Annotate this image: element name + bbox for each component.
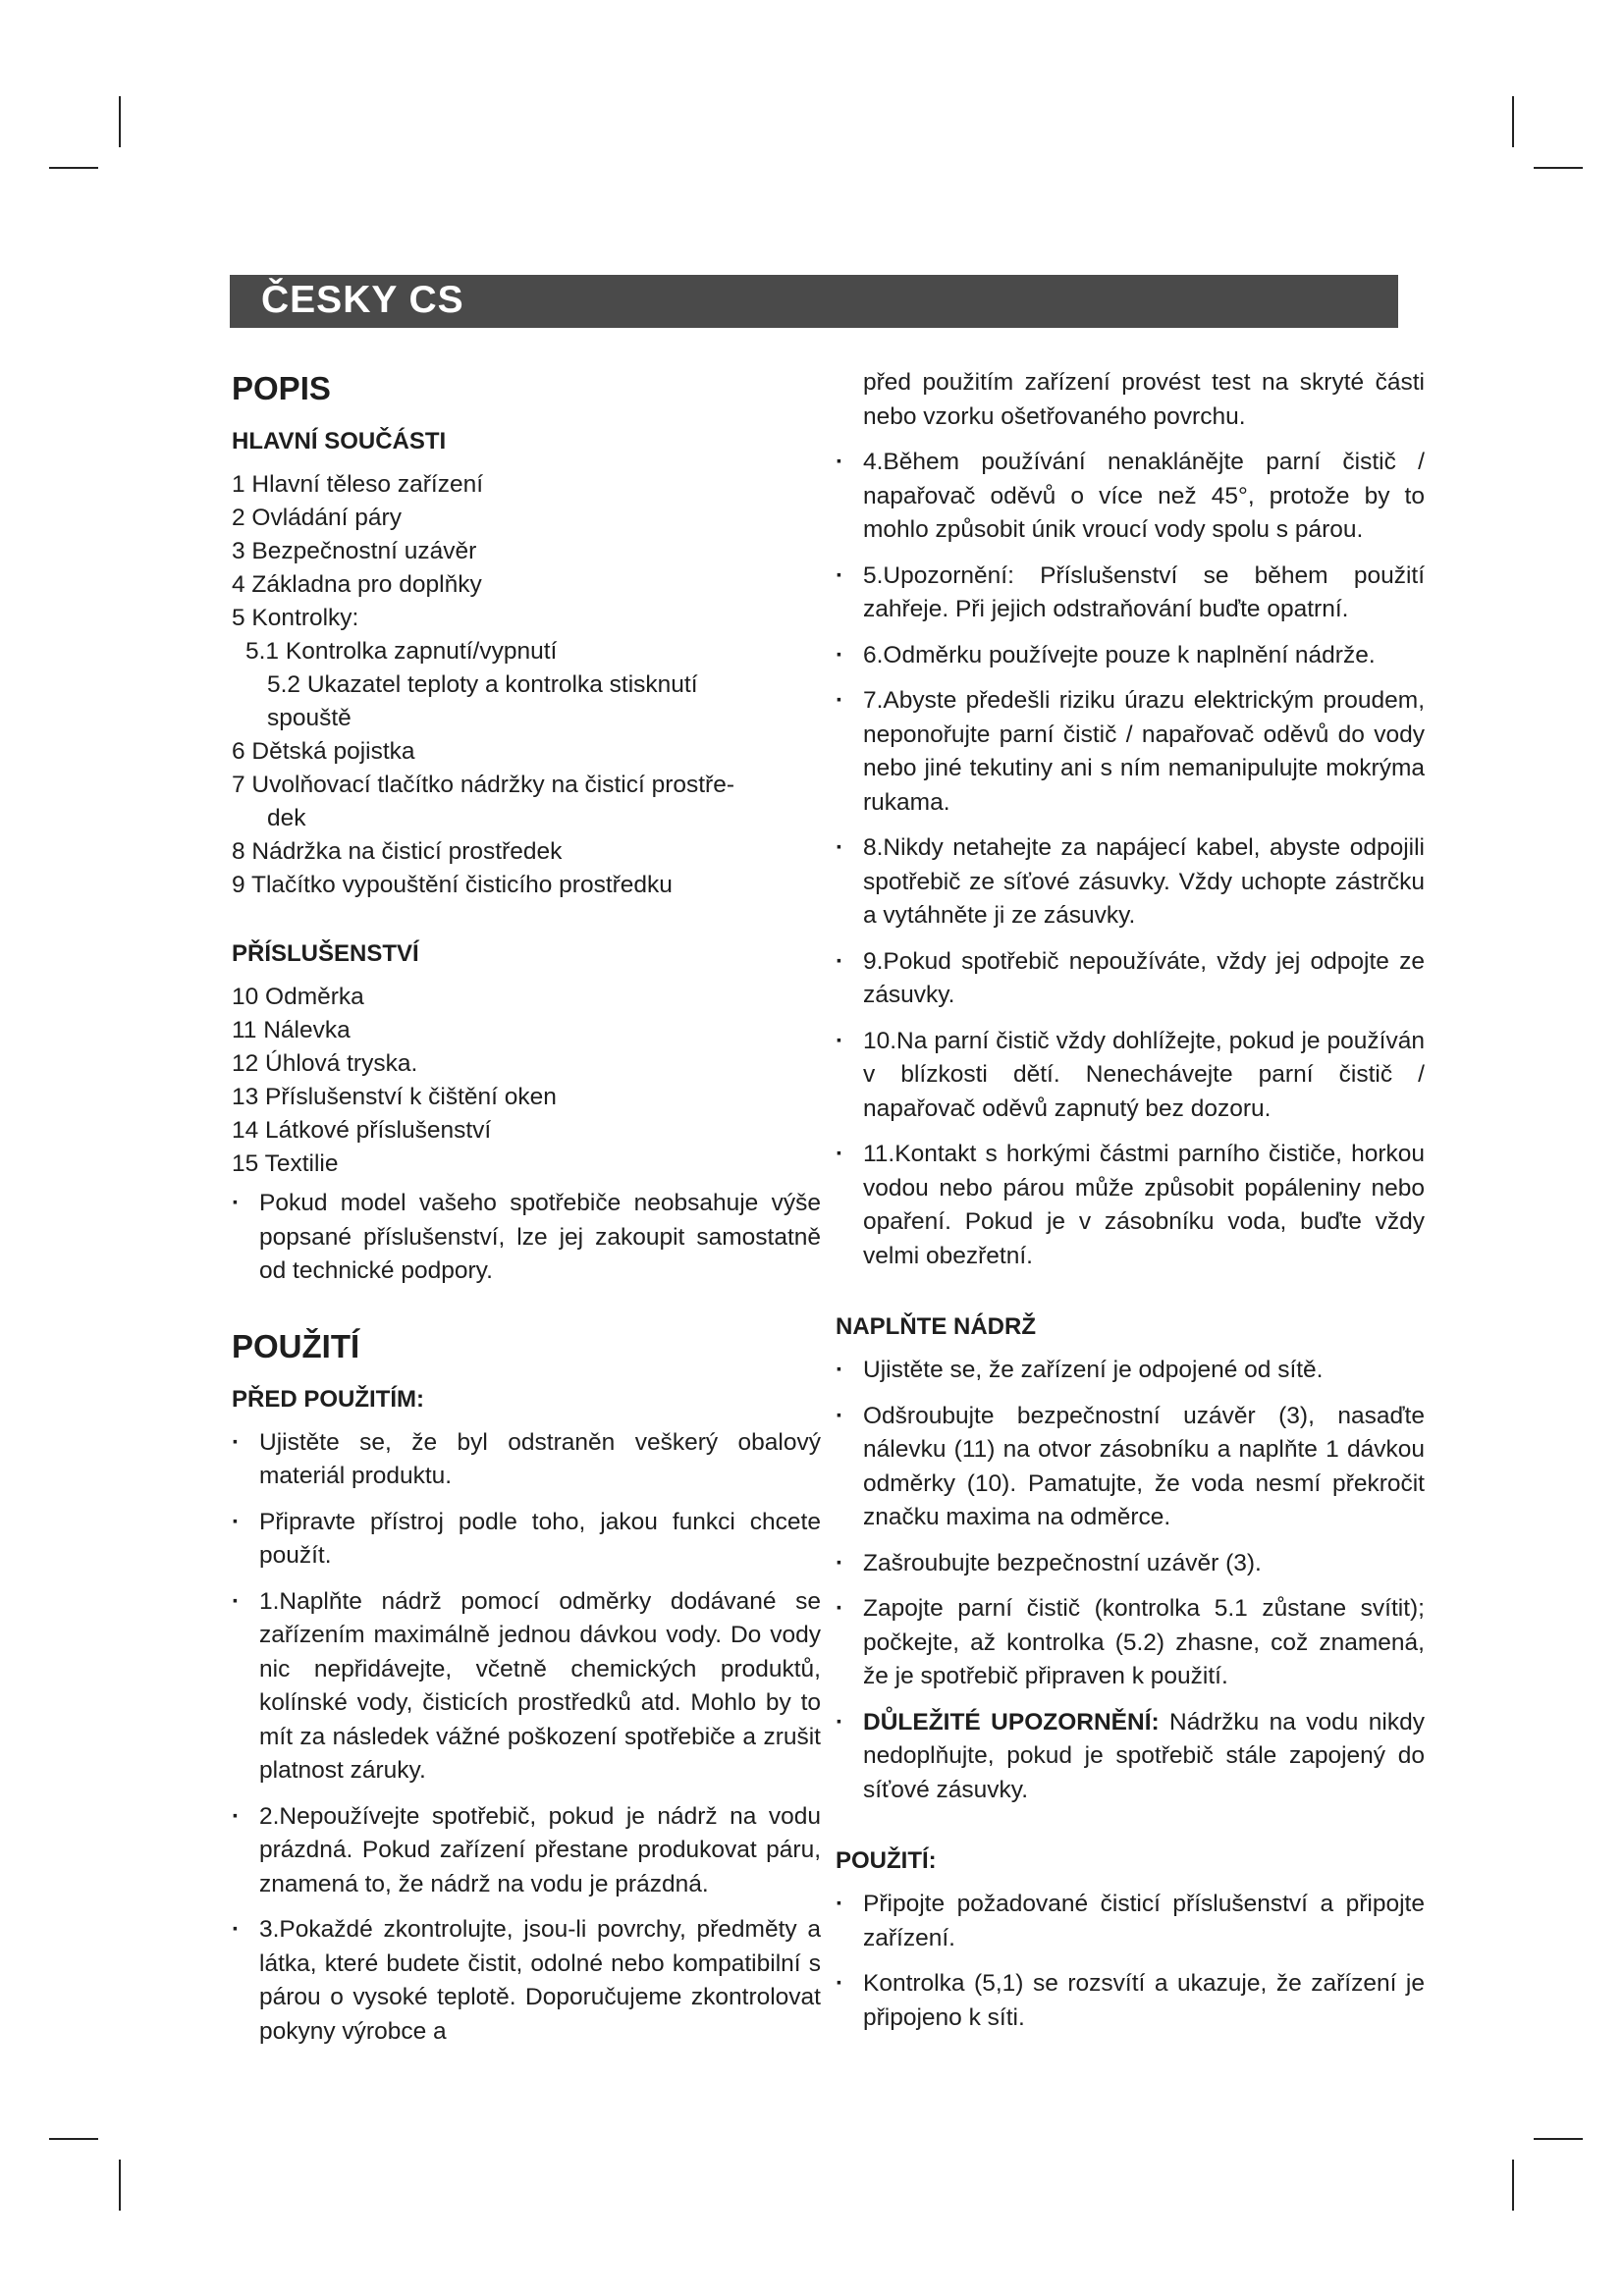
list-item: 12 Úhlová tryska. (232, 1050, 418, 1077)
language-banner (230, 275, 1398, 328)
crop-mark (1534, 167, 1583, 169)
before-use-heading: PŘED POUŽITÍM: (232, 1385, 424, 1413)
crop-mark (1534, 2138, 1583, 2140)
important-text: Nádržku na vodu nikdy nedoplňujte, pokud je spotřebič stále zapojený do síťové zásuvky. (863, 1708, 1425, 1803)
before-use-item: · 2.Nepoužívejte spotřebič, pokud je nádrž na vodu prázdná. Pokud zařízení přestane produkovat páru, znamená to, že nádrž na vodu je prázdná. (232, 1800, 821, 1902)
section-title-use: POUŽITÍ (232, 1327, 360, 1364)
list-item: 6 Dětská pojistka (232, 738, 415, 765)
crop-mark (119, 96, 121, 147)
list-item: 15 Textilie (232, 1150, 339, 1177)
warning-item: · 10.Na parní čistič vždy dohlížejte, pokud je používán v blízkosti dětí. Nenechávejte parní čistič / napařovač oděvů zapnutý bez dozoru. (836, 1025, 1425, 1127)
list-item: 13 Příslušenství k čištění oken (232, 1084, 557, 1110)
important-label: DŮLEŽITÉ UPOZORNĚNÍ: (863, 1708, 1160, 1735)
warning-item: · 4.Během používání nenaklánějte parní čistič / napařovač oděvů o více než 45°, protože by to mohlo způsobit únik vroucí vody spolu s párou. (836, 446, 1425, 548)
accessories-list (232, 981, 821, 1181)
list-item: 4 Základna pro doplňky (232, 571, 482, 598)
list-item: 2 Ovládání páry (232, 505, 402, 531)
list-item: 3 Bezpečnostní uzávěr (232, 538, 477, 564)
warning-item: · 7.Abyste předešli riziku úrazu elektrickým proudem, neponořujte parní čistič / napařovač oděvů do vody nebo jiné tekutiny ani s ním nemanipulujte mokrýma rukama. (836, 684, 1425, 820)
main-parts-list (232, 468, 821, 902)
main-parts-heading: HLAVNÍ SOUČÁSTI (232, 428, 447, 454)
list-item: 9 Tlačítko vypouštění čisticího prostředku (232, 872, 673, 898)
use-step: · Připojte požadované čisticí příslušenství a připojte zařízení. (836, 1888, 1425, 1955)
before-use-item: · 3.Pokaždé zkontrolujte, jsou-li povrchy, předměty a látka, které budete čistit, odolné nebo kompatibilní s párou o vysoké teplotě. Doporučujeme zkontrolovat pokyny výrobce a (232, 1913, 821, 2049)
list-item: 11 Nálevka (232, 1017, 351, 1043)
list-item: 10 Odměrka (232, 984, 364, 1010)
before-use-item: · 1.Naplňte nádrž pomocí odměrky dodávané se zařízením maximálně jednou dávkou vody. Do vody nic nepřidávejte, včetně chemických produktů, kolínské vody, čisticích prostředků atd. Mohlo by to mít za následek vážné poškození spotřebiče a zrušit platnost záruky. (232, 1585, 821, 1789)
list-item: 7 Uvolňovací tlačítko nádržky na čisticí prostře- (232, 772, 734, 798)
fill-step: · Zašroubujte bezpečnostní uzávěr (3). (836, 1547, 1425, 1581)
crop-mark (1512, 2160, 1514, 2211)
list-item: 14 Látkové příslušenství (232, 1117, 492, 1144)
use-heading: POUŽITÍ: (836, 1847, 937, 1874)
crop-mark (49, 167, 98, 169)
warning-item: · 6.Odměrku používejte pouze k naplnění nádrže. (836, 639, 1425, 673)
fill-step: · Zapojte parní čistič (kontrolka 5.1 zůstane svítit); počkejte, až kontrolka (5.2) zhasne, což znamená, že je spotřebič připraven k použití. (836, 1592, 1425, 1694)
list-item: spouště (267, 705, 352, 731)
left-column (232, 368, 821, 2060)
warning-item: · 11.Kontakt s horkými částmi parního čističe, horkou vodou nebo párou může způsobit popáleniny nebo opaření. Pokud je v zásobníku voda, buďte vždy velmi obezřetní. (836, 1138, 1425, 1273)
warning-item: · 9.Pokud spotřebič nepoužíváte, vždy jej odpojte ze zásuvky. (836, 945, 1425, 1013)
language-title: ČESKY CS (261, 279, 464, 321)
right-column (836, 366, 1425, 2047)
fill-step: · Odšroubujte bezpečnostní uzávěr (3), nasaďte nálevku (11) na otvor zásobníku a naplňte 1 dávkou odměrky (10). Pamatujte, že voda nesmí překročit značku maxima na odměrce. (836, 1400, 1425, 1535)
list-item: dek (267, 805, 306, 831)
list-item: 5.1 Kontrolka zapnutí/vypnutí (245, 638, 558, 665)
crop-mark (1512, 96, 1514, 147)
list-item: 8 Nádržka na čisticí prostředek (232, 838, 563, 865)
fill-tank-heading: NAPLŇTE NÁDRŽ (836, 1313, 1036, 1340)
list-item: 5 Kontrolky: (232, 605, 359, 631)
list-item: 1 Hlavní těleso zařízení (232, 471, 484, 498)
use-step: · Kontrolka (5,1) se rozsvítí a ukazuje, že zařízení je připojeno k síti. (836, 1967, 1425, 2035)
list-item: 5.2 Ukazatel teploty a kontrolka stisknutí (267, 671, 698, 698)
important-note (836, 1706, 1425, 1808)
continuation-text: před použitím zařízení provést test na skryté části nebo vzorku ošetřovaného povrchu. (863, 369, 1425, 430)
before-use-item: · Připravte přístroj podle toho, jakou funkci chcete použít. (232, 1506, 821, 1574)
fill-step: · Ujistěte se, že zařízení je odpojené od sítě. (836, 1354, 1425, 1388)
accessories-note: · Pokud model vašeho spotřebiče neobsahuje výše popsané příslušenství, lze jej zakoupit samostatně od technické podpory. (232, 1187, 821, 1289)
warning-item: · 8.Nikdy netahejte za napájecí kabel, abyste odpojili spotřebič ze síťové zásuvky. Vždy uchopte zástrčku a vytáhněte ji ze zásuvky. (836, 831, 1425, 934)
section-title-popis: POPIS (232, 370, 331, 406)
crop-mark (119, 2160, 121, 2211)
accessories-heading: PŘÍSLUŠENSTVÍ (232, 940, 419, 967)
crop-mark (49, 2138, 98, 2140)
before-use-item: · Ujistěte se, že byl odstraněn veškerý obalový materiál produktu. (232, 1426, 821, 1494)
warning-item: · 5.Upozornění: Příslušenství se během použití zahřeje. Při jejich odstraňování buďte opatrní. (836, 560, 1425, 627)
